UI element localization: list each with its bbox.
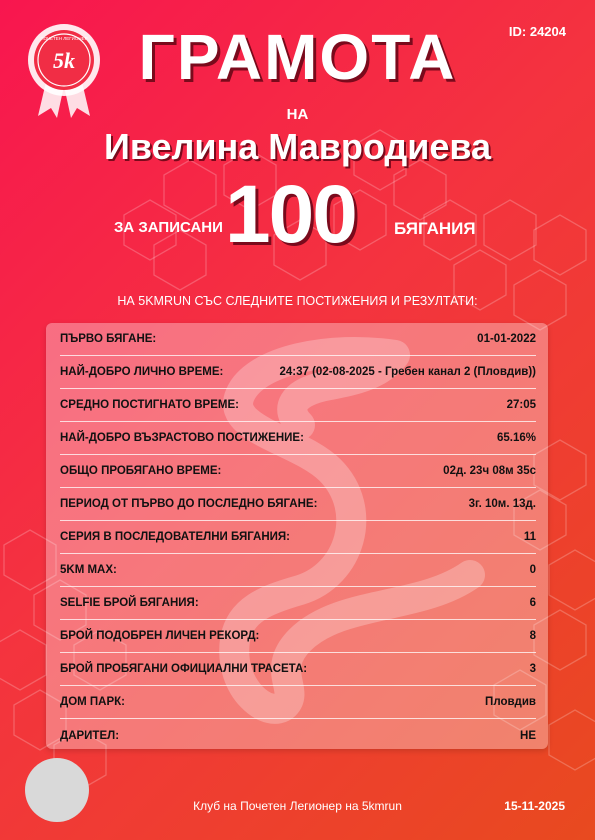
- stat-label: ПЪРВО БЯГАНЕ:: [60, 333, 157, 345]
- stat-row: [60, 455, 536, 488]
- stat-row: [60, 719, 536, 752]
- stat-value: 01-01-2022: [477, 333, 536, 345]
- stat-value: 3г. 10м. 13д.: [468, 498, 536, 510]
- stat-value: Пловдив: [485, 696, 536, 708]
- achievements-subtitle: НА 5KMRUN СЪС СЛЕДНИТЕ ПОСТИЖЕНИЯ И РЕЗУЛТАТИ:: [117, 294, 478, 308]
- stat-row: [60, 389, 536, 422]
- stat-row: [60, 422, 536, 455]
- stat-row: [60, 554, 536, 587]
- stat-label: ОБЩО ПРОБЯГАНО ВРЕМЕ:: [60, 465, 222, 477]
- certificate-id: ID: 24204: [508, 24, 566, 39]
- preposition-label: НА: [286, 106, 309, 123]
- recipient-name: Ивелина Мавродиева: [103, 126, 492, 167]
- stat-row: [60, 587, 536, 620]
- stat-value: 0: [529, 564, 536, 576]
- stat-value: 11: [523, 531, 536, 543]
- stat-label: 5KM MAX:: [60, 564, 117, 576]
- stat-row: [60, 488, 536, 521]
- stat-label: ПЕРИОД ОТ ПЪРВО ДО ПОСЛЕДНО БЯГАНЕ:: [60, 498, 318, 510]
- stat-value: НЕ: [520, 729, 536, 742]
- stat-row: [60, 521, 536, 554]
- seal-ring-text: ПОЧЕТЕН ЛЕГИОНЕР: [40, 36, 88, 41]
- club-footer-text: Клуб на Почетен Легионер на 5kmrun: [193, 799, 402, 813]
- runs-count: 100: [225, 169, 356, 260]
- stat-value: 6: [529, 597, 536, 609]
- stat-label: SELFIE БРОЙ БЯГАНИЯ:: [60, 597, 199, 609]
- stat-value: 3: [529, 663, 536, 675]
- stat-value: 27:05: [506, 399, 536, 411]
- stat-row: [60, 686, 536, 719]
- stats-panel: [46, 323, 548, 749]
- runs-label: БЯГАНИЯ: [394, 219, 476, 238]
- stat-label: СЕРИЯ В ПОСЛЕДОВАТЕЛНИ БЯГАНИЯ:: [60, 531, 290, 543]
- stat-value: 24:37 (02-08-2025 - Гребен канал 2 (Пловдив)): [279, 366, 536, 378]
- stat-value: 8: [529, 630, 536, 642]
- stat-label: СРЕДНО ПОСТИГНАТО ВРЕМЕ:: [60, 399, 239, 411]
- issue-date: 15-11-2025: [504, 799, 565, 813]
- stat-value: 65.16%: [496, 432, 536, 444]
- stat-label: НАЙ-ДОБРО ВЪЗРАСТОВО ПОСТИЖЕНИЕ:: [60, 432, 304, 444]
- stat-label: БРОЙ ПОДОБРЕН ЛИЧЕН РЕКОРД:: [60, 630, 260, 642]
- stat-row: [60, 620, 536, 653]
- stat-row: [60, 323, 536, 356]
- stat-value: 02д. 23ч 08м 35с: [443, 465, 536, 477]
- recorded-label: ЗА ЗАПИСАНИ: [114, 219, 223, 236]
- stat-row: [60, 356, 536, 389]
- stat-label: ДОМ ПАРК:: [60, 696, 126, 708]
- certificate-title: ГРАМОТА: [138, 21, 457, 93]
- stat-row: [60, 653, 536, 686]
- stat-label: НАЙ-ДОБРО ЛИЧНО ВРЕМЕ:: [60, 366, 224, 378]
- stat-label: БРОЙ ПРОБЯГАНИ ОФИЦИАЛНИ ТРАСЕТА:: [60, 663, 308, 675]
- seal-logo-text: 5k: [53, 48, 75, 73]
- stat-label: ДАРИТЕЛ:: [60, 729, 120, 742]
